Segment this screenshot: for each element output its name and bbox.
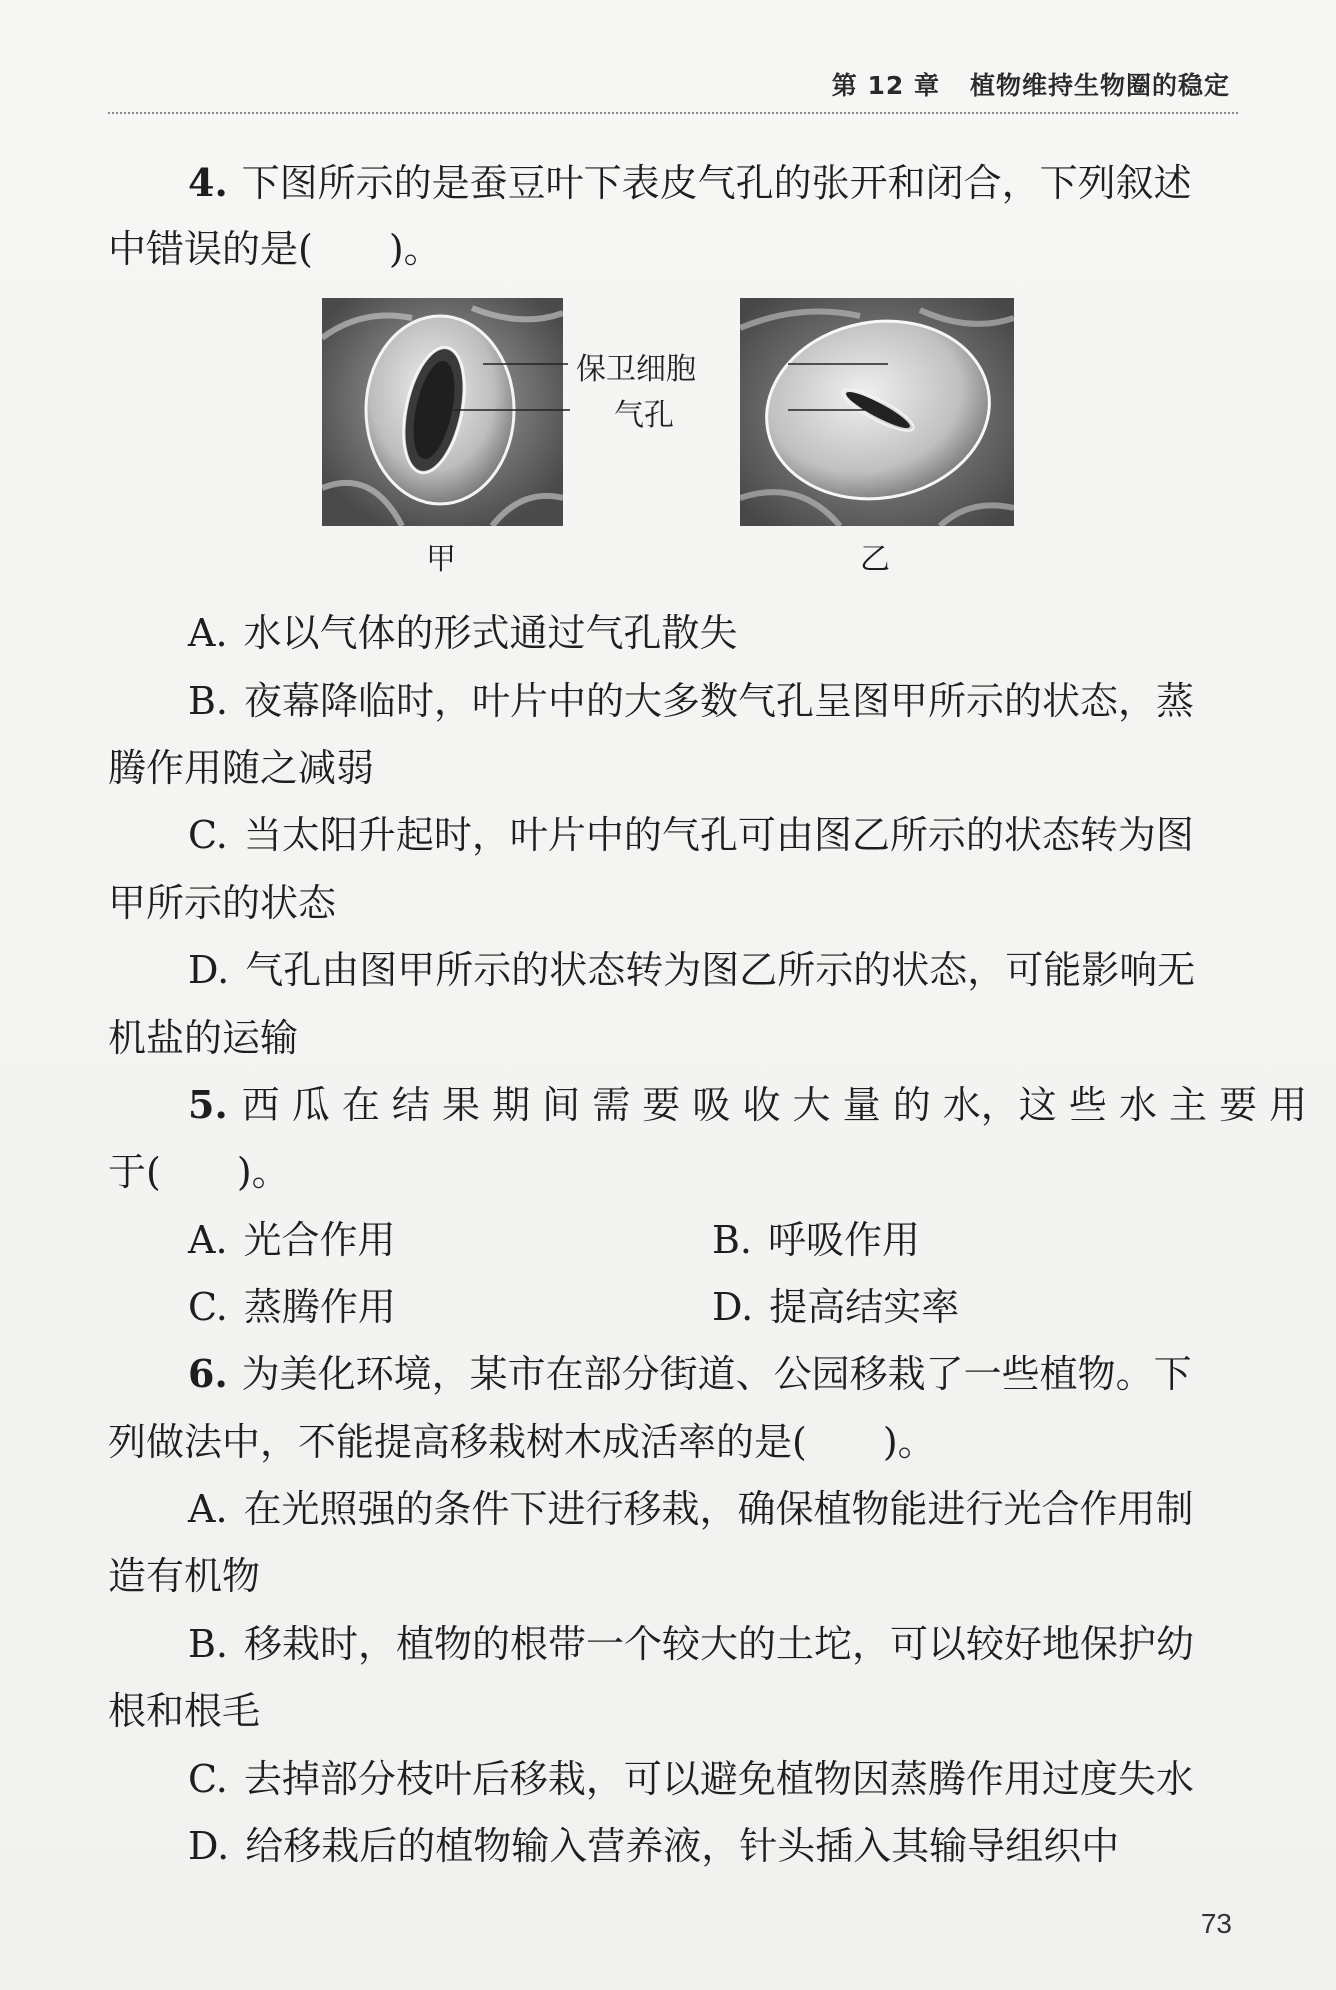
q6-option-d: D. 给移栽后的植物输入营养液，针头插入其输导组织中 bbox=[188, 1824, 1120, 1868]
q6-option-b-cont: 根和根毛 bbox=[108, 1689, 261, 1733]
q5-stem-line-2: 于( )。 bbox=[108, 1150, 290, 1194]
q4-number: 4. bbox=[188, 160, 228, 205]
q5-option-c: C. 蒸腾作用 bbox=[188, 1285, 396, 1329]
q6-option-a: A. 在光照强的条件下进行移栽，确保植物能进行光合作用制 bbox=[188, 1487, 1194, 1531]
chapter-number: 第 12 章 bbox=[831, 71, 940, 100]
q5-number: 5. bbox=[188, 1082, 228, 1127]
q4-option-c-cont: 甲所示的状态 bbox=[108, 881, 337, 925]
q5-option-b: B. 呼吸作用 bbox=[712, 1218, 921, 1262]
q5-stem-line-1: 5. 西 瓜 在 结 果 期 间 需 要 吸 收 大 量 的 水，这 些 水 主 要 用 bbox=[188, 1082, 1308, 1127]
q6-stem-line-2: 列做法中，不能提高移栽树木成活率的是( )。 bbox=[108, 1420, 936, 1464]
stomata-figure bbox=[318, 298, 1018, 577]
stoma-label: 气孔 bbox=[614, 398, 674, 433]
caption-jia: 甲 bbox=[426, 542, 456, 577]
q4-option-d-cont: 机盐的运输 bbox=[108, 1016, 299, 1060]
q6-number: 6. bbox=[188, 1351, 228, 1396]
q4-stem-line-2: 中错误的是( )。 bbox=[108, 227, 442, 271]
q6-option-c: C. 去掉部分枝叶后移栽，可以避免植物因蒸腾作用过度失水 bbox=[188, 1757, 1194, 1801]
caption-yi: 乙 bbox=[860, 542, 890, 577]
q6-option-a-cont: 造有机物 bbox=[108, 1554, 261, 1598]
q4-option-c: C. 当太阳升起时，叶片中的气孔可由图乙所示的状态转为图 bbox=[188, 813, 1194, 857]
chapter-title bbox=[832, 66, 1230, 102]
running-header bbox=[108, 56, 1238, 114]
q5-option-d: D. 提高结实率 bbox=[712, 1285, 960, 1329]
q6-option-b: B. 移栽时，植物的根带一个较大的土坨，可以较好地保护幼 bbox=[188, 1622, 1195, 1666]
q4-stem-line-1: 4. 下图所示的是蚕豆叶下表皮气孔的张开和闭合，下列叙述 bbox=[188, 160, 1192, 205]
q5-option-a: A. 光合作用 bbox=[188, 1218, 396, 1262]
q4-option-d: D. 气孔由图甲所示的状态转为图乙所示的状态，可能影响无 bbox=[188, 948, 1196, 992]
q6-stem-line-1: 6. 为美化环境，某市在部分街道、公园移栽了一些植物。下 bbox=[188, 1351, 1192, 1396]
chapter-name: 植物维持生物圈的稳定 bbox=[969, 71, 1230, 100]
q4-option-b: B. 夜幕降临时，叶片中的大多数气孔呈图甲所示的状态，蒸 bbox=[188, 679, 1195, 723]
q4-option-a: A. 水以气体的形式通过气孔散失 bbox=[188, 611, 738, 655]
guard-cell-label: 保卫细胞 bbox=[576, 352, 696, 387]
page-number: 73 bbox=[1200, 1908, 1232, 1939]
q4-option-b-cont: 腾作用随之减弱 bbox=[108, 746, 375, 790]
